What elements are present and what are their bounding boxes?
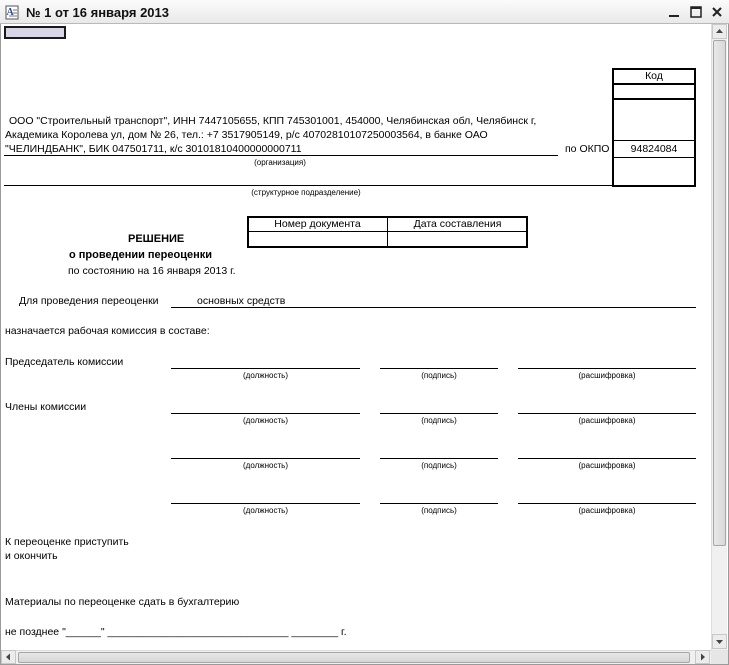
okpo-top-divider [613, 140, 695, 141]
decision-title: РЕШЕНИЕ [128, 233, 185, 245]
member1-signature-caption: (подпись) [421, 416, 457, 425]
okpo-bottom-divider [613, 157, 695, 158]
svg-text:A: A [6, 7, 14, 18]
commission-text: назначается рабочая комиссия в составе: [5, 325, 210, 337]
arrow-right-icon [696, 651, 709, 663]
chairman-label: Председатель комиссии [5, 356, 124, 368]
purpose-underline [171, 307, 696, 308]
okud-cell [612, 83, 696, 100]
close-button[interactable] [709, 4, 725, 20]
arrow-left-icon [2, 651, 15, 663]
doc-date-header: Дата составления [413, 218, 502, 230]
end-label: и окончить [5, 550, 58, 562]
horizontal-scroll-thumb[interactable] [18, 652, 690, 663]
organization-caption: (организация) [254, 158, 306, 167]
vertical-scroll-thumb[interactable] [713, 40, 726, 546]
materials-text: Материалы по переоценке сдать в бухгалтерию [5, 596, 240, 608]
member3-decoding-line [518, 503, 696, 504]
chairman-decoding-caption: (расшифровка) [578, 371, 636, 380]
organization-line-1: ООО "Строительный транспорт", ИНН 7447105655, КПП 745301001, 454000, Челябинская обл, Челябинск г, [9, 115, 537, 127]
scroll-up-button[interactable] [712, 24, 727, 39]
okpo-label: по ОКПО [565, 143, 610, 155]
start-label: К переоценке приступить [5, 536, 129, 548]
doc-date-value[interactable] [389, 233, 526, 246]
minimize-button[interactable] [666, 4, 682, 20]
window-title: № 1 от 16 января 2013 [26, 5, 169, 20]
maximize-button[interactable] [688, 4, 704, 20]
doc-table-col-divider [387, 217, 388, 247]
chairman-position-line [171, 368, 360, 369]
organization-line-3: "ЧЕЛИНДБАНК", БИК 047501711, к/с 30101810400000000711 [5, 143, 302, 155]
member2-signature-caption: (подпись) [421, 461, 457, 470]
doc-number-value[interactable] [249, 233, 386, 246]
scroll-right-button[interactable] [695, 650, 710, 664]
decision-subtitle: о проведении переоценки [69, 249, 213, 261]
division-caption: (структурное подразделение) [251, 188, 361, 197]
active-cell-selection[interactable] [4, 26, 66, 39]
member1-decoding-line [518, 413, 696, 414]
member2-decoding-caption: (расшифровка) [578, 461, 636, 470]
scrollbar-corner [711, 650, 728, 664]
deadline-text: не позднее "______" _______________________________ ________ г. [5, 626, 347, 638]
document-app-icon [4, 4, 20, 20]
member1-signature-line [380, 413, 498, 414]
member2-position-line [171, 458, 360, 459]
member3-signature-caption: (подпись) [421, 506, 457, 515]
member3-position-line [171, 503, 360, 504]
member3-position-caption: (должность) [243, 506, 288, 515]
member3-decoding-caption: (расшифровка) [578, 506, 636, 515]
chairman-signature-caption: (подпись) [421, 371, 457, 380]
member2-position-caption: (должность) [243, 461, 288, 470]
division-underline [4, 185, 612, 186]
purpose-value: основных средств [197, 295, 286, 307]
codes-header: Код [645, 70, 663, 82]
member2-decoding-line [518, 458, 696, 459]
member1-decoding-caption: (расшифровка) [578, 416, 636, 425]
arrow-down-icon [713, 635, 726, 648]
chairman-decoding-line [518, 368, 696, 369]
purpose-label: Для проведения переоценки [19, 295, 159, 307]
organization-underline [4, 155, 558, 156]
title-bar [0, 0, 729, 24]
member3-signature-line [380, 503, 498, 504]
member1-position-caption: (должность) [243, 416, 288, 425]
scroll-left-button[interactable] [1, 650, 16, 664]
scroll-down-button[interactable] [712, 634, 727, 649]
chairman-position-caption: (должность) [243, 371, 288, 380]
member1-position-line [171, 413, 360, 414]
chairman-signature-line [380, 368, 498, 369]
members-label: Члены комиссии [5, 401, 87, 413]
doc-number-header: Номер документа [274, 218, 361, 230]
member2-signature-line [380, 458, 498, 459]
okpo-value: 94824084 [630, 143, 678, 155]
arrow-up-icon [713, 25, 726, 38]
decision-date-line: по состоянию на 16 января 2013 г. [68, 265, 236, 277]
organization-line-2: Академика Королева ул, дом № 26, тел.: +7 3517905149, р/с 40702810107250003564, в банке ОАО [5, 129, 488, 141]
